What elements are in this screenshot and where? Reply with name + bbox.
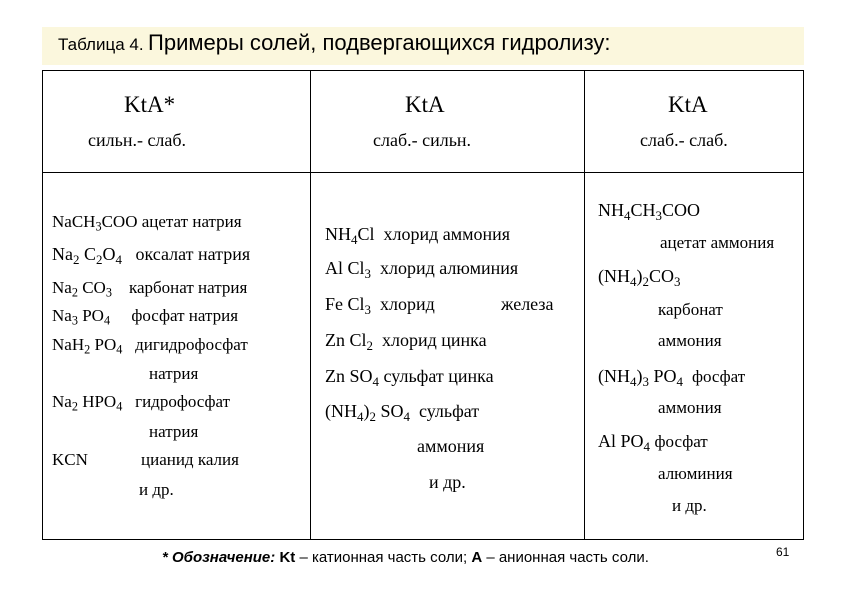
col3-row3-cont: аммония xyxy=(658,398,722,417)
col3-row2-desc: карбонат xyxy=(658,300,723,319)
col3-row2-formula: $(NH_4)_2CO_3$ xyxy=(598,266,681,289)
col1-row5-cont: натрия xyxy=(149,364,199,383)
col2-row3: Fe $Cl_3$ хлорид xyxy=(325,294,435,317)
col3-row4-cont: алюминия xyxy=(658,464,733,483)
col2-row6-desc: сульфат xyxy=(418,401,480,421)
col1-row5: NaH$_2$ $PO_4$ дигидрофосфат xyxy=(52,335,248,357)
col2-row6: $(NH_4)_2$ $SO_4$ сульфат xyxy=(325,401,480,424)
col1-subheader: сильн.- слаб. xyxy=(88,130,187,150)
col3-row2-cont: аммония xyxy=(658,331,722,350)
col2-row3-desc1: хлорид xyxy=(380,294,435,314)
col1-row3: $Na_2$ $CO_3$ карбонат натрия xyxy=(52,278,248,300)
col3-row1-formula: $NH_4CH_3COO$ xyxy=(598,200,700,223)
col2-row1-desc: хлорид аммония xyxy=(383,224,511,244)
title-main: Примеры солей, подвергающихся гидролизу: xyxy=(148,30,611,55)
col1-row6: $Na_2$ $HPO_4$ гидрофосфат xyxy=(52,392,231,414)
col3-row3-desc: фосфат xyxy=(691,367,746,386)
col3-row1-desc: ацетат аммония xyxy=(660,233,775,252)
col1-row4-desc: фосфат натрия xyxy=(131,306,239,325)
page-number: 61 xyxy=(776,545,790,559)
col2-row4-desc: хлорид цинка xyxy=(382,330,487,350)
col1-etc: и др. xyxy=(139,480,174,499)
col3-row3: $(NH_4)_3$ $PO_4$ фосфат xyxy=(598,366,746,389)
col2-etc: и др. xyxy=(429,472,466,492)
col2-subheader: слаб.- сильн. xyxy=(373,130,472,150)
col2-row3-desc2: железа xyxy=(501,294,554,314)
col3-subheader: слаб.- слаб. xyxy=(640,130,728,150)
col2-row1: $NH_4Cl$ хлорид аммония xyxy=(325,224,511,247)
col1-row3-desc: карбонат натрия xyxy=(128,278,248,297)
col1-row5-desc: дигидрофосфат xyxy=(135,335,248,354)
col3-etc: и др. xyxy=(672,496,707,515)
col1-row7-desc: цианид калия xyxy=(141,450,239,469)
footnote-label: * Обозначение: xyxy=(162,549,276,566)
col1-row2: $Na_2$ $C_2O_4$ оксалат натрия xyxy=(52,244,251,267)
col1-row6-cont: натрия xyxy=(149,422,199,441)
col3-row4: Al $PO_4$ фосфат xyxy=(598,431,708,454)
column-divider-1 xyxy=(310,70,311,540)
footnote-kt: Kt xyxy=(279,549,296,566)
page-title xyxy=(58,30,611,56)
col1-row2-desc: оксалат натрия xyxy=(135,244,251,264)
column-divider-2 xyxy=(584,70,585,540)
col2-row2-desc: хлорид алюминия xyxy=(380,258,519,278)
col2-row2: Al $Cl_3$ хлорид алюминия xyxy=(325,258,519,281)
col1-row6-desc: гидрофосфат xyxy=(135,392,231,411)
col3-header: KtA xyxy=(668,92,708,117)
col1-row7-formula: KCN xyxy=(52,450,88,469)
col2-row5-desc: сульфат цинка xyxy=(383,366,494,386)
footnote xyxy=(162,549,649,566)
col2-row6-cont: аммония xyxy=(417,436,485,456)
footnote-a: А xyxy=(471,549,483,566)
col1-header: KtA* xyxy=(124,92,176,117)
footnote-kt-text: – катионная часть соли; xyxy=(299,549,468,566)
title-prefix: Таблица 4. xyxy=(58,35,144,54)
col2-row4: Zn $Cl_2$ хлорид цинка xyxy=(325,330,487,353)
col2-header: KtA xyxy=(405,92,445,117)
col1-row4: $Na_3$ $PO_4$ фосфат натрия xyxy=(52,306,239,328)
header-divider xyxy=(42,172,804,173)
col3-row4-desc: фосфат xyxy=(654,432,708,451)
col2-row5: Zn $SO_4$ сульфат цинка xyxy=(325,366,494,389)
col1-row1-desc: ацетат натрия xyxy=(141,212,242,231)
footnote-a-text: – анионная часть соли. xyxy=(486,549,649,566)
col1-row1: NaCH$_3$COO ацетат натрия xyxy=(52,212,242,234)
